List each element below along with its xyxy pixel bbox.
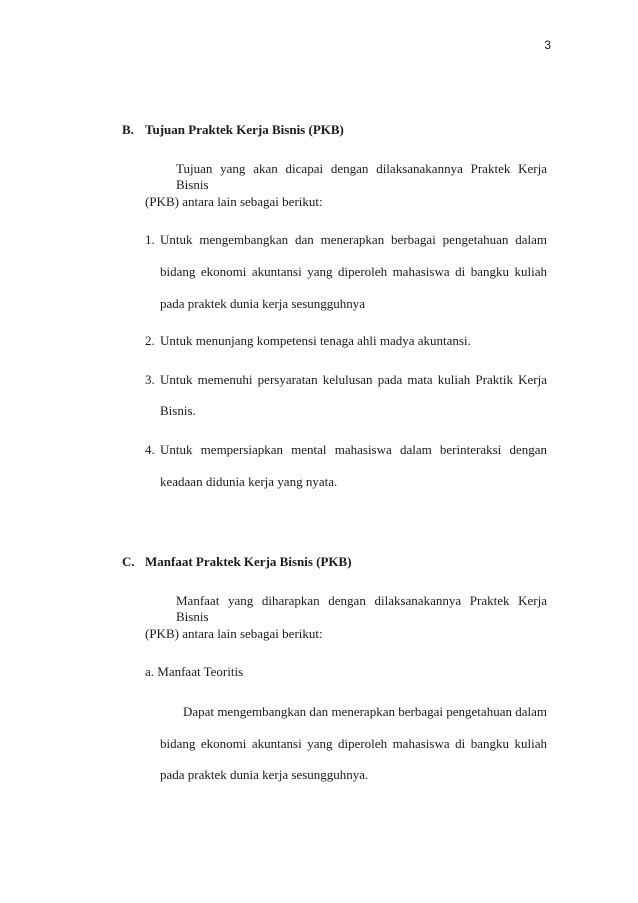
section-b-intro-line2: (PKB) antara lain sebagai berikut: xyxy=(145,194,323,209)
list-item-text: Untuk mengembangkan dan menerapkan berbagai pengetahuan dalam xyxy=(160,232,547,247)
section-c-heading: Manfaat Praktek Kerja Bisnis (PKB) xyxy=(145,554,352,569)
list-item-2 xyxy=(145,333,471,349)
section-c-intro-line2: (PKB) antara lain sebagai berikut: xyxy=(145,626,323,641)
list-item-text: Untuk menunjang kompetensi tenaga ahli madya akuntansi. xyxy=(160,333,471,348)
section-b-heading: Tujuan Praktek Kerja Bisnis (PKB) xyxy=(145,122,344,137)
list-item-number: 4. xyxy=(145,442,155,457)
subsection-a-text: Dapat mengembangkan dan menerapkan berbagai pengetahuan dalam xyxy=(183,704,547,719)
list-item-text: Untuk memenuhi persyaratan kelulusan pada mata kuliah Praktik Kerja xyxy=(160,372,547,387)
list-item-text: bidang ekonomi akuntansi yang diperoleh mahasiswa di bangku kuliah xyxy=(160,264,547,279)
section-c-intro-line1: Manfaat yang diharapkan dengan dilaksanakannya Praktek Kerja Bisnis xyxy=(176,593,547,624)
subsection-a-text: pada praktek dunia kerja sesungguhnya. xyxy=(160,767,369,782)
list-item-text: Untuk mempersiapkan mental mahasiswa dalam berinteraksi dengan xyxy=(160,442,547,457)
section-b-intro-line1: Tujuan yang akan dicapai dengan dilaksanakannya Praktek Kerja Bisnis xyxy=(176,161,547,192)
list-item-number: 2. xyxy=(145,333,155,348)
section-b-marker: B. xyxy=(122,122,134,137)
list-item-3 xyxy=(145,372,547,388)
list-item-text: Bisnis. xyxy=(160,403,196,418)
subsection-a-text: bidang ekonomi akuntansi yang diperoleh mahasiswa di bangku kuliah xyxy=(160,736,547,751)
subsection-a-label: a. Manfaat Teoritis xyxy=(145,664,244,679)
list-item-number: 3. xyxy=(145,372,155,387)
list-item-number: 1. xyxy=(145,232,155,247)
list-item-text: pada praktek dunia kerja sesungguhnya xyxy=(160,296,366,311)
list-item-1 xyxy=(145,232,547,248)
list-item-text: keadaan didunia kerja yang nyata. xyxy=(160,474,338,489)
page-number: 3 xyxy=(544,38,551,52)
list-item-4 xyxy=(145,442,547,458)
section-c-marker: C. xyxy=(122,554,135,569)
